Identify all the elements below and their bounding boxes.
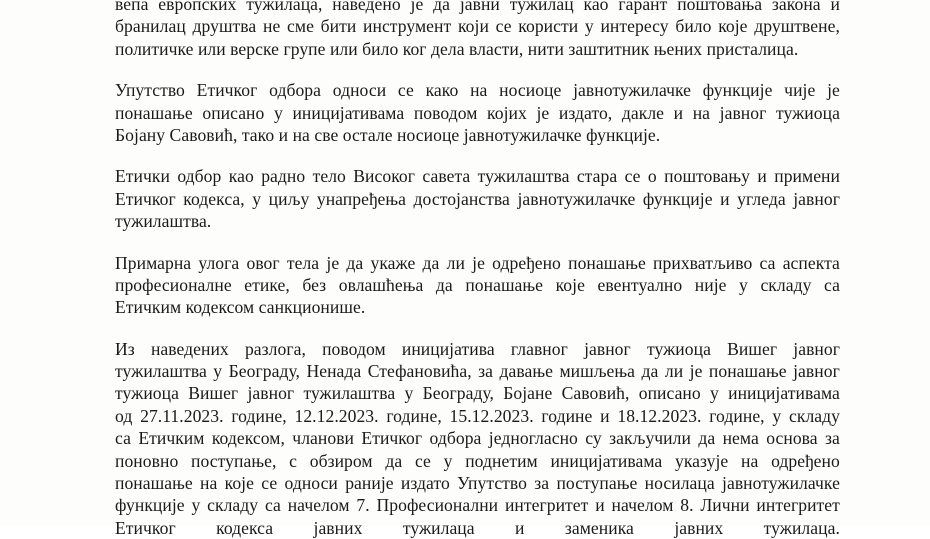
text-line — [115, 252, 840, 274]
word: друштва — [192, 16, 257, 37]
word: складу — [789, 405, 840, 426]
word: и — [600, 405, 610, 426]
word: нема — [722, 428, 759, 449]
word: у — [404, 383, 414, 404]
text-line — [115, 15, 840, 37]
word: са — [824, 274, 840, 295]
word: складу — [207, 495, 259, 516]
word: одбора — [429, 428, 482, 449]
word: Београду, — [228, 361, 300, 382]
word: обзиром — [309, 450, 373, 471]
text-line — [115, 517, 840, 539]
word: јавног — [247, 383, 295, 404]
word: у — [213, 361, 223, 382]
word: јавног — [584, 338, 631, 359]
word: кодекса, — [183, 188, 245, 209]
word: Београду, — [422, 383, 494, 404]
word: јавнотужилачке — [722, 473, 840, 494]
paragraph — [115, 252, 840, 319]
word: складу — [760, 274, 812, 295]
word: улога — [198, 252, 240, 273]
word: Упутство — [115, 80, 185, 101]
text-line — [115, 274, 840, 296]
word: и — [595, 495, 605, 516]
word: 18.12.2023. — [617, 405, 702, 426]
word: сме — [287, 16, 314, 37]
word: разлога, — [244, 338, 306, 359]
word: да — [385, 450, 403, 471]
text-line — [115, 382, 840, 404]
paragraph — [115, 165, 840, 232]
word: понашање — [465, 274, 544, 295]
word: су — [585, 428, 602, 449]
word: од — [115, 405, 133, 426]
text-line — [115, 79, 840, 101]
word: се — [261, 473, 278, 494]
text-line — [115, 405, 840, 427]
word: године, — [709, 405, 765, 426]
word: јавних — [674, 517, 724, 538]
word: с — [289, 450, 297, 471]
word: унапређења — [316, 188, 406, 209]
word: у — [710, 383, 719, 404]
word: понашање — [708, 361, 787, 382]
word: године, — [386, 405, 442, 426]
word: Стефановића, — [367, 361, 472, 382]
word: кодексом, — [211, 428, 285, 449]
word: Етички — [115, 166, 170, 187]
word: Из — [115, 338, 135, 359]
word: односи — [284, 473, 338, 494]
word: године, — [231, 405, 287, 426]
word: 15.12.2023. — [449, 405, 534, 426]
word: одбор — [177, 166, 222, 187]
text-line: политичке или верске групе или било ког дела власти, нити заштитник њених присталица. — [115, 38, 799, 59]
word: професионалне — [115, 274, 232, 295]
word: иницијативама — [550, 450, 663, 471]
word: је — [689, 361, 703, 382]
word: одређено — [771, 450, 840, 471]
word: раније — [345, 473, 394, 494]
word: примени — [774, 166, 840, 187]
word: Етичког — [196, 80, 258, 101]
word: за — [534, 473, 550, 494]
word: тужиоца — [775, 102, 840, 123]
word: главног — [510, 338, 568, 359]
word: закона — [771, 0, 821, 14]
text-line — [115, 165, 840, 187]
word: односи — [332, 80, 387, 101]
word: овлашћења — [338, 274, 424, 295]
word: интегритет — [756, 495, 840, 516]
text-line — [115, 338, 840, 360]
word: у — [772, 405, 782, 426]
word: наведених — [150, 338, 229, 359]
word: Етичког — [115, 188, 176, 209]
word: ли — [664, 361, 684, 382]
word: заменика — [564, 517, 634, 538]
word: прихватљиво — [653, 252, 753, 273]
word: чије — [784, 80, 816, 101]
word: одређено — [492, 252, 561, 273]
word: кодекса — [216, 517, 274, 538]
word: стара — [576, 166, 618, 187]
word: интегритет — [504, 495, 589, 516]
word: и — [515, 517, 525, 538]
paragraph — [115, 338, 840, 539]
word: тужилаштва — [303, 383, 396, 404]
word: Вишег — [188, 383, 239, 404]
word: које — [224, 473, 254, 494]
word: носилаца — [644, 473, 715, 494]
word: за — [478, 361, 494, 382]
word: на — [200, 473, 218, 494]
text-line — [115, 188, 840, 210]
word: како — [425, 80, 459, 101]
word: без — [302, 274, 327, 295]
word: Високог — [353, 166, 416, 187]
word: начелом — [287, 495, 350, 516]
word: у — [584, 16, 594, 37]
word: је — [326, 252, 340, 273]
word: иницијативама — [728, 383, 840, 404]
word: описано — [202, 102, 265, 123]
word: друштвене, — [754, 16, 840, 37]
text-line — [115, 472, 840, 494]
word: евентуално — [597, 274, 683, 295]
word: поновно — [115, 450, 179, 471]
word: закључили — [609, 428, 691, 449]
word: које — [555, 274, 585, 295]
word: да — [641, 361, 659, 382]
word: 7. — [356, 495, 370, 516]
word: у — [273, 102, 283, 123]
word: јавни — [459, 0, 500, 14]
word: етике, — [244, 274, 290, 295]
word: да — [346, 252, 364, 273]
text-line — [115, 427, 840, 449]
word: у — [739, 274, 748, 295]
word: године — [541, 405, 593, 426]
word: Примарна — [115, 252, 192, 273]
word: тела — [286, 252, 320, 273]
word: као — [228, 166, 254, 187]
word: гарант — [618, 0, 668, 14]
word: понашање — [115, 102, 193, 123]
word: издато — [400, 473, 450, 494]
word: са — [264, 495, 281, 516]
word: тужиоца — [646, 338, 711, 359]
word: Ненада — [306, 361, 362, 382]
word: је — [827, 80, 840, 101]
word: за — [825, 428, 840, 449]
word: једногласно — [488, 428, 578, 449]
word: савета — [422, 166, 471, 187]
word: Савовић, — [561, 383, 630, 404]
word: угледа — [737, 188, 786, 209]
word: радно — [261, 166, 306, 187]
word: није — [694, 274, 727, 295]
word: бити — [320, 16, 357, 37]
word: инструмент — [363, 16, 452, 37]
text-line — [115, 494, 840, 516]
text-line: тужилаштва. — [115, 211, 212, 232]
text-line: Етичким кодексом санкционише. — [115, 297, 366, 318]
word: указује — [674, 450, 729, 471]
word: начелом — [611, 495, 674, 516]
word: иницијатива — [401, 338, 495, 359]
word: поводом — [413, 102, 478, 123]
word: у — [443, 450, 453, 471]
word: јавнотужилачке — [517, 188, 636, 209]
word: тужилаца, — [246, 0, 323, 14]
word: и — [830, 0, 840, 14]
word: дакле — [621, 102, 665, 123]
word: и — [720, 188, 730, 209]
word: описано — [638, 383, 701, 404]
word: да — [422, 252, 440, 273]
word: је — [410, 0, 424, 14]
word: достојанства — [413, 188, 510, 209]
word: тужилаца. — [763, 517, 840, 538]
word: мишљења — [559, 361, 636, 382]
word: се — [414, 450, 431, 471]
word: поднетим — [465, 450, 538, 471]
paragraph — [115, 79, 840, 146]
word: се — [397, 80, 414, 101]
word: носиоце — [499, 80, 562, 101]
word: јавног — [719, 102, 767, 123]
word: било — [675, 16, 712, 37]
word: понашање — [115, 473, 193, 494]
word: тужиоца — [115, 383, 179, 404]
word: да — [433, 0, 450, 14]
word: 27.11.2023. — [140, 405, 224, 426]
word: са — [759, 252, 776, 273]
word: на — [741, 450, 759, 471]
text-line — [115, 450, 840, 472]
word: иницијативама — [292, 102, 405, 123]
text-line: Бојану Савовић, тако и на све остале носиоце јавнотужилачке функције. — [115, 124, 661, 145]
word: функције — [702, 80, 773, 101]
word: јавног — [793, 361, 840, 382]
word: Професионални — [376, 495, 499, 516]
word: Етичким — [138, 428, 205, 449]
text-line — [115, 102, 840, 124]
word: наведено — [332, 0, 401, 14]
word: у — [191, 495, 201, 516]
word: којих — [487, 102, 527, 123]
word: Етичког — [361, 428, 423, 449]
word: укаже — [370, 252, 416, 273]
paragraph — [115, 0, 840, 60]
word: у — [252, 188, 262, 209]
text-line — [115, 360, 840, 382]
word: основа — [766, 428, 818, 449]
word: поштовању — [664, 166, 751, 187]
word: са — [115, 428, 131, 449]
word: се — [624, 166, 641, 187]
word: тужилаштва — [477, 166, 570, 187]
word: циљу — [268, 188, 310, 209]
word: функције — [115, 495, 185, 516]
word: не — [263, 16, 281, 37]
word: одбора — [269, 80, 322, 101]
word: бранилац — [115, 16, 186, 37]
word: и — [757, 166, 767, 187]
word: вепа — [115, 0, 149, 14]
word: да — [435, 274, 453, 295]
word: Лични — [700, 495, 750, 516]
word: Бојане — [503, 383, 553, 404]
word: се — [495, 16, 512, 37]
word: да — [698, 428, 716, 449]
word: на — [470, 80, 488, 101]
word: тужилаца — [402, 517, 475, 538]
word: Упутство — [457, 473, 528, 494]
word: функције — [642, 188, 713, 209]
word: ли — [446, 252, 465, 273]
word: као — [583, 0, 609, 14]
word: користи — [518, 16, 579, 37]
word: о — [647, 166, 657, 187]
word: интересу — [600, 16, 669, 37]
word: чланови — [292, 428, 355, 449]
word: који — [457, 16, 489, 37]
word: Етичког — [115, 517, 176, 538]
word: Вишег — [727, 338, 778, 359]
text-line — [115, 0, 840, 15]
word: јавнотужилачке — [573, 80, 692, 101]
word: поступање, — [191, 450, 277, 471]
word: 12.12.2023. — [294, 405, 379, 426]
word: европских — [158, 0, 237, 14]
word: и — [673, 102, 684, 123]
document-body — [115, 0, 840, 539]
word: јавног — [793, 188, 840, 209]
word: аспекта — [782, 252, 840, 273]
word: тужилац — [509, 0, 574, 14]
word: давање — [499, 361, 553, 382]
word: је — [536, 102, 550, 123]
word: јавних — [313, 517, 363, 538]
word: тело — [312, 166, 346, 187]
word: поводом — [322, 338, 386, 359]
word: је — [472, 252, 485, 273]
word: понашање — [568, 252, 646, 273]
word: тужилаштва — [115, 361, 207, 382]
word: поступање — [556, 473, 638, 494]
word: јавног — [793, 338, 840, 359]
word: поштовања — [677, 0, 763, 14]
word: на — [692, 102, 711, 123]
word: 8. — [680, 495, 694, 516]
word: издато, — [558, 102, 613, 123]
word: које — [718, 16, 748, 37]
word: овог — [246, 252, 280, 273]
